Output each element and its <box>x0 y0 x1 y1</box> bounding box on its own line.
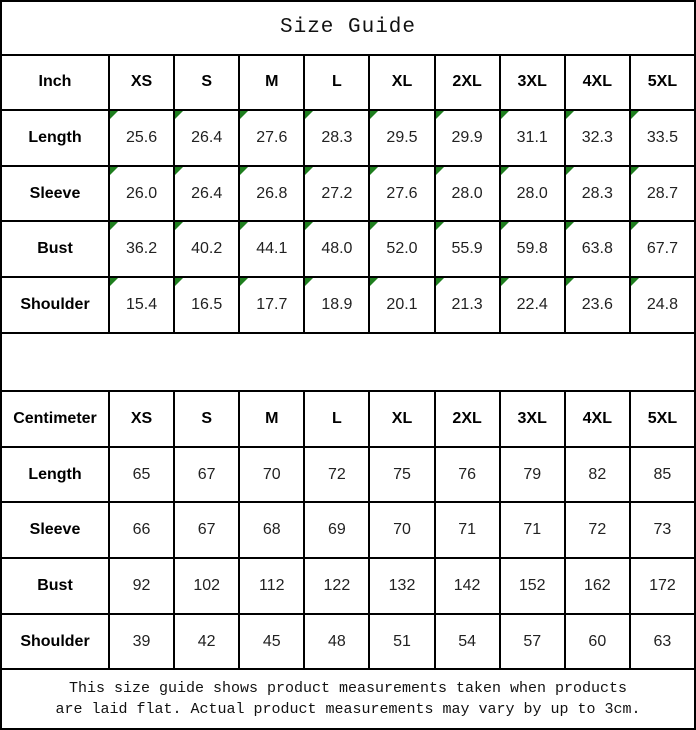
value: 28.0 <box>516 184 548 202</box>
value: 26.0 <box>125 184 158 202</box>
size-header: XS <box>109 391 174 447</box>
value: 28.7 <box>646 184 678 202</box>
corner-marker-icon <box>305 222 313 230</box>
size-value-cell: 162 <box>565 558 630 614</box>
corner-marker-icon <box>240 222 248 230</box>
size-header: 5XL <box>630 391 695 447</box>
size-value-cell: 172 <box>630 558 695 614</box>
corner-marker-icon <box>501 167 509 175</box>
size-value-cell <box>435 166 500 222</box>
value: 36.2 <box>125 240 158 258</box>
size-value-cell <box>174 166 239 222</box>
size-value-cell <box>500 221 565 277</box>
row-label: Bust <box>1 221 109 277</box>
size-value-cell: 54 <box>435 614 500 670</box>
value: 33.5 <box>646 128 678 146</box>
page-title: Size Guide <box>1 1 695 55</box>
size-value-cell: 79 <box>500 447 565 503</box>
size-value-cell <box>435 221 500 277</box>
value: 22.4 <box>516 295 548 313</box>
row-label: Length <box>1 447 109 503</box>
value: 44.1 <box>256 240 288 258</box>
size-value-cell <box>369 277 434 333</box>
table-row <box>1 110 695 166</box>
size-value-cell <box>369 110 434 166</box>
size-header: XL <box>369 391 434 447</box>
row-label: Bust <box>1 558 109 614</box>
size-value-cell: 152 <box>500 558 565 614</box>
corner-marker-icon <box>631 111 639 119</box>
value: 52.0 <box>386 240 418 258</box>
corner-marker-icon <box>370 222 378 230</box>
value: 27.6 <box>256 128 288 146</box>
size-value-cell: 57 <box>500 614 565 670</box>
value: 67.7 <box>646 240 678 258</box>
size-value-cell: 69 <box>304 502 369 558</box>
value: 48.0 <box>321 240 353 258</box>
size-header: XS <box>109 55 174 111</box>
corner-marker-icon <box>501 278 509 286</box>
size-value-cell <box>565 166 630 222</box>
corner-marker-icon <box>305 167 313 175</box>
size-header: 5XL <box>630 55 695 111</box>
size-value-cell <box>109 166 174 222</box>
value: 29.5 <box>386 128 418 146</box>
corner-marker-icon <box>436 111 444 119</box>
footer-note <box>1 669 695 729</box>
size-value-cell <box>239 166 304 222</box>
spacer-row <box>1 333 695 392</box>
size-header: 2XL <box>435 55 500 111</box>
corner-marker-icon <box>436 222 444 230</box>
footer-note-line2: are laid flat. Actual product measurements may vary by up to 3cm. <box>55 701 641 719</box>
corner-marker-icon <box>110 278 118 286</box>
size-value-cell <box>500 166 565 222</box>
value: 18.9 <box>321 295 353 313</box>
value: 25.6 <box>125 128 158 146</box>
size-value-cell: 132 <box>369 558 434 614</box>
size-value-cell: 66 <box>109 502 174 558</box>
size-value-cell: 85 <box>630 447 695 503</box>
size-value-cell: 67 <box>174 502 239 558</box>
corner-marker-icon <box>305 111 313 119</box>
size-value-cell <box>369 166 434 222</box>
corner-marker-icon <box>175 167 183 175</box>
corner-marker-icon <box>110 111 118 119</box>
size-value-cell <box>109 221 174 277</box>
size-header: 3XL <box>500 391 565 447</box>
size-value-cell: 63 <box>630 614 695 670</box>
value: 29.9 <box>451 128 483 146</box>
corner-marker-icon <box>370 278 378 286</box>
size-header: S <box>174 391 239 447</box>
value: 26.4 <box>191 184 223 202</box>
value: 27.6 <box>386 184 418 202</box>
value: 20.1 <box>386 295 418 313</box>
value: 26.8 <box>256 184 288 202</box>
size-header: M <box>239 391 304 447</box>
corner-marker-icon <box>631 167 639 175</box>
size-value-cell <box>435 277 500 333</box>
value: 17.7 <box>256 295 288 313</box>
size-value-cell: 71 <box>435 502 500 558</box>
corner-marker-icon <box>240 167 248 175</box>
unit-header-centimeter: Centimeter <box>1 391 109 447</box>
size-value-cell <box>174 277 239 333</box>
size-value-cell <box>174 110 239 166</box>
size-value-cell: 71 <box>500 502 565 558</box>
corner-marker-icon <box>631 222 639 230</box>
value: 32.3 <box>581 128 613 146</box>
size-header: 4XL <box>565 391 630 447</box>
corner-marker-icon <box>370 167 378 175</box>
size-value-cell <box>500 110 565 166</box>
size-header: L <box>304 391 369 447</box>
corner-marker-icon <box>175 222 183 230</box>
corner-marker-icon <box>566 278 574 286</box>
size-value-cell: 39 <box>109 614 174 670</box>
size-value-cell <box>174 221 239 277</box>
size-header: XL <box>369 55 434 111</box>
value: 23.6 <box>581 295 613 313</box>
corner-marker-icon <box>305 278 313 286</box>
size-header: 4XL <box>565 55 630 111</box>
cm-header-row <box>1 391 695 447</box>
value: 15.4 <box>125 295 158 313</box>
corner-marker-icon <box>110 222 118 230</box>
corner-marker-icon <box>370 111 378 119</box>
value: 21.3 <box>451 295 483 313</box>
inch-header-row <box>1 55 695 111</box>
value: 24.8 <box>646 295 678 313</box>
size-value-cell: 102 <box>174 558 239 614</box>
corner-marker-icon <box>175 278 183 286</box>
unit-header-inch: Inch <box>1 55 109 111</box>
size-value-cell: 42 <box>174 614 239 670</box>
corner-marker-icon <box>436 278 444 286</box>
corner-marker-icon <box>501 222 509 230</box>
corner-marker-icon <box>566 111 574 119</box>
size-value-cell: 72 <box>565 502 630 558</box>
size-value-cell <box>565 277 630 333</box>
corner-marker-icon <box>436 167 444 175</box>
size-value-cell: 92 <box>109 558 174 614</box>
row-label: Shoulder <box>1 277 109 333</box>
value: 27.2 <box>321 184 353 202</box>
table-row <box>1 166 695 222</box>
size-value-cell <box>369 221 434 277</box>
size-value-cell <box>304 221 369 277</box>
table-row <box>1 221 695 277</box>
size-value-cell <box>239 221 304 277</box>
value: 40.2 <box>191 240 223 258</box>
size-value-cell <box>304 166 369 222</box>
corner-marker-icon <box>631 278 639 286</box>
corner-marker-icon <box>110 167 118 175</box>
size-value-cell <box>630 110 695 166</box>
size-value-cell: 70 <box>369 502 434 558</box>
size-value-cell: 51 <box>369 614 434 670</box>
row-label: Shoulder <box>1 614 109 670</box>
value: 16.5 <box>191 295 223 313</box>
footer-row <box>1 669 695 729</box>
row-label: Sleeve <box>1 502 109 558</box>
table-row <box>1 502 695 558</box>
size-value-cell: 45 <box>239 614 304 670</box>
table-row <box>1 447 695 503</box>
size-value-cell: 67 <box>174 447 239 503</box>
size-value-cell: 142 <box>435 558 500 614</box>
size-value-cell: 70 <box>239 447 304 503</box>
size-value-cell: 76 <box>435 447 500 503</box>
value: 28.3 <box>321 128 353 146</box>
size-value-cell <box>239 110 304 166</box>
size-value-cell: 73 <box>630 502 695 558</box>
size-value-cell <box>565 221 630 277</box>
size-value-cell <box>565 110 630 166</box>
size-value-cell: 75 <box>369 447 434 503</box>
value: 55.9 <box>451 240 483 258</box>
size-value-cell <box>304 277 369 333</box>
footer-note-line1: This size guide shows product measurements taken when products <box>68 680 628 698</box>
size-value-cell <box>500 277 565 333</box>
corner-marker-icon <box>566 167 574 175</box>
size-value-cell: 72 <box>304 447 369 503</box>
corner-marker-icon <box>501 111 509 119</box>
corner-marker-icon <box>240 278 248 286</box>
value: 26.4 <box>191 128 223 146</box>
title-row <box>1 1 695 55</box>
table-row <box>1 614 695 670</box>
row-label: Length <box>1 110 109 166</box>
corner-marker-icon <box>175 111 183 119</box>
value: 28.0 <box>451 184 483 202</box>
size-header: L <box>304 55 369 111</box>
row-label: Sleeve <box>1 166 109 222</box>
size-value-cell <box>435 110 500 166</box>
size-value-cell: 60 <box>565 614 630 670</box>
size-value-cell <box>109 277 174 333</box>
size-value-cell <box>630 277 695 333</box>
value: 63.8 <box>581 240 613 258</box>
size-header: 3XL <box>500 55 565 111</box>
table-row <box>1 277 695 333</box>
size-header: S <box>174 55 239 111</box>
size-value-cell <box>630 221 695 277</box>
value: 59.8 <box>516 240 548 258</box>
table-row <box>1 558 695 614</box>
size-value-cell: 48 <box>304 614 369 670</box>
size-value-cell <box>239 277 304 333</box>
size-value-cell <box>109 110 174 166</box>
size-value-cell: 68 <box>239 502 304 558</box>
value: 28.3 <box>581 184 613 202</box>
size-value-cell: 82 <box>565 447 630 503</box>
size-value-cell: 65 <box>109 447 174 503</box>
value: 31.1 <box>516 128 548 146</box>
spacer-cell <box>1 333 695 392</box>
corner-marker-icon <box>240 111 248 119</box>
size-value-cell <box>630 166 695 222</box>
size-header: 2XL <box>435 391 500 447</box>
size-value-cell: 122 <box>304 558 369 614</box>
corner-marker-icon <box>566 222 574 230</box>
size-value-cell <box>304 110 369 166</box>
size-header: M <box>239 55 304 111</box>
size-value-cell: 112 <box>239 558 304 614</box>
